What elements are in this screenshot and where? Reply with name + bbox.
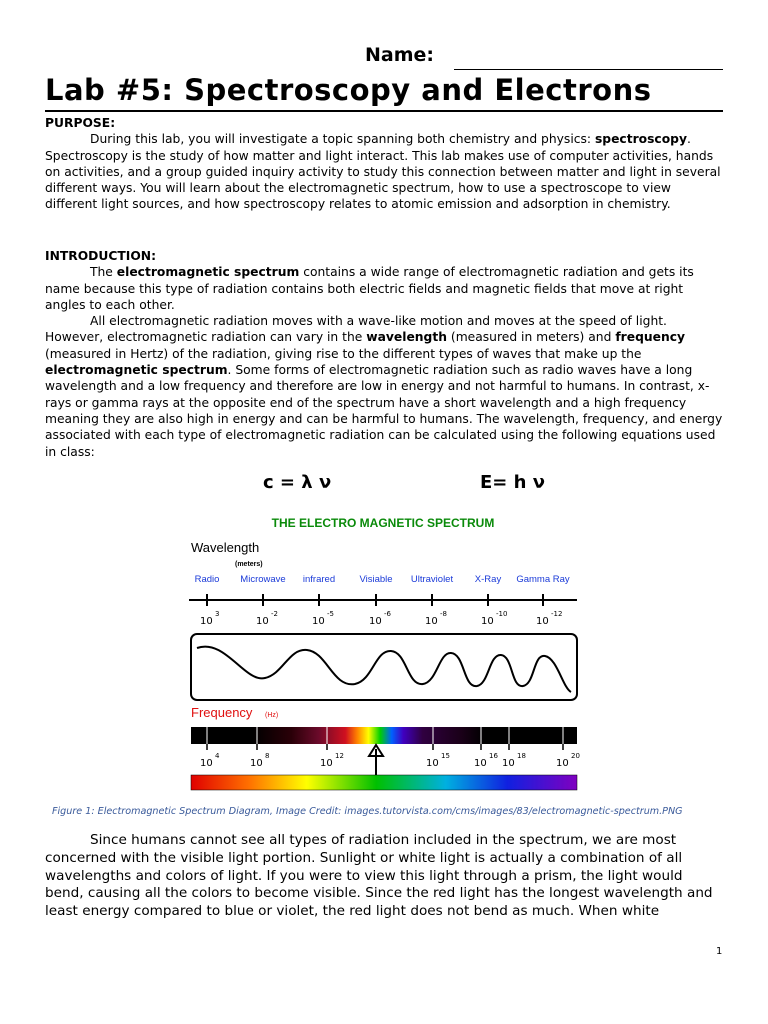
purpose-text-a: During this lab, you will investigate a topic spanning both chemistry and physics: <box>90 132 595 147</box>
introduction-heading: INTRODUCTION: <box>45 249 157 263</box>
intro-p2-bold-frequency: frequency <box>615 330 686 345</box>
purpose-heading: PURPOSE: <box>45 116 116 130</box>
region-label: X-Ray <box>474 574 502 585</box>
intro-p1-bold: electromagnetic spectrum <box>116 265 300 280</box>
frequency-tick-label: 10 <box>250 758 263 769</box>
frequency-tick-exponent: 16 <box>489 752 498 760</box>
intro-p2-text-c: (measured in Hertz) of the radiation, giving rise to the different types of waves that make up the <box>45 346 642 361</box>
frequency-tick-exponent: 18 <box>517 752 526 760</box>
region-label: Gamma Ray <box>516 574 570 585</box>
name-blank-line[interactable] <box>454 69 723 70</box>
frequency-tick-label: 10 <box>320 758 333 769</box>
wavelength-tick-label: 10 <box>536 616 549 627</box>
purpose-text-b: . Spectroscopy is the study of how matter and light interact. This lab makes use of computer activities, hands on activities, and a group guided inquiry activity to study this connection between matter and light in several different ways. You will learn about the electromagnetic spectrum, how to use a spectroscope to view different light sources, and how spectroscopy relates to atomic emission and adsorption in chemistry. <box>45 132 721 212</box>
frequency-unit: (Hz) <box>265 712 279 719</box>
frequency-tick-label: 10 <box>474 758 487 769</box>
purpose-bold-term: spectroscopy <box>594 132 687 147</box>
wavelength-tick-label: 10 <box>481 616 494 627</box>
wavelength-label: Wavelength <box>191 540 260 555</box>
region-label: Ultraviolet <box>410 574 454 585</box>
wavelength-tick-exponent: -2 <box>271 610 278 618</box>
wavelength-tick-label: 10 <box>369 616 382 627</box>
wavelength-unit: (meters) <box>235 561 263 568</box>
equation-speed-of-light: c = λ ν <box>263 472 332 493</box>
wavelength-tick-label: 10 <box>425 616 438 627</box>
purpose-paragraph <box>45 131 723 212</box>
frequency-tick-exponent: 4 <box>215 752 220 760</box>
intro-p2-text-a: All electromagnetic radiation moves with a wave-like motion and moves at the speed of light. However, electromagnetic radiation can vary in the <box>45 314 667 345</box>
lower-paragraph: Since humans cannot see all types of radiation included in the spectrum, we are most concerned with the visible light portion. Sunlight or white light is actually a combination of all wavelengths and colors of light. If you were to view this light through a prism, the light would bend, causing all the colors to become visible. Since the red light has the longest wavelength and least energy compared to blue or violet, the red light does not bend as much. When white <box>45 832 713 920</box>
frequency-gradient-bar <box>191 727 577 744</box>
wavelength-ticks <box>200 594 562 627</box>
region-label: infrared <box>302 574 336 585</box>
wavelength-tick-label: 10 <box>200 616 213 627</box>
figure-title: THE ELECTRO MAGNETIC SPECTRUM <box>271 516 495 530</box>
frequency-tick-label: 10 <box>426 758 439 769</box>
page-title: Lab #5: Spectroscopy and Electrons <box>45 72 723 112</box>
wavelength-tick-exponent: -6 <box>384 610 391 618</box>
wave-box <box>191 634 577 700</box>
equation-energy: E= h ν <box>480 472 545 493</box>
intro-p2-bold-wavelength: wavelength <box>366 330 447 345</box>
region-labels <box>195 574 570 585</box>
intro-p1-text-b: contains a wide range of electromagnetic radiation and gets its name because this type of radiation contains both electric fields and magnetic fields that move at right angles to each other. <box>45 265 694 312</box>
figure-caption: Figure 1: Electromagnetic Spectrum Diagram, Image Credit: images.tutorvista.com/cms/images/83/electromagnetic-spectrum.PNG <box>52 806 683 817</box>
em-spectrum-svg <box>185 508 583 796</box>
wavelength-tick-label: 10 <box>256 616 269 627</box>
frequency-tick-label: 10 <box>556 758 569 769</box>
intro-p2-bold-spectrum: electromagnetic spectrum <box>45 363 228 378</box>
intro-p2-text-b: (measured in meters) and <box>446 330 616 345</box>
region-label: Microwave <box>240 574 286 585</box>
purpose-section <box>45 115 723 213</box>
frequency-tick-exponent: 15 <box>441 752 450 760</box>
intro-p2-text-d: . Some forms of electromagnetic radiation such as radio waves have a long wavelength and a low frequency and therefore are low in energy and not harmful to humans. In contrast, x-rays or gamma rays at the opposite end of the spectrum have a short wavelength and a high frequency meaning they are also high in energy and can be harmful to humans. The wavelength, frequency, and energy associated with each type of electromagnetic radiation can be calculated using the following equations used in class: <box>45 363 723 459</box>
frequency-tick-label: 10 <box>200 758 213 769</box>
intro-paragraph-2 <box>45 313 723 460</box>
name-field-row <box>320 44 723 72</box>
em-spectrum-figure <box>185 508 583 796</box>
region-label: Visiable <box>359 574 393 585</box>
wavelength-tick-exponent: -8 <box>440 610 447 618</box>
introduction-section <box>45 248 723 460</box>
frequency-label: Frequency <box>191 705 253 720</box>
wavelength-tick-label: 10 <box>312 616 325 627</box>
intro-paragraph-1 <box>45 264 723 313</box>
region-label: Radio <box>194 574 220 585</box>
intro-p1-text-a: The <box>90 265 117 280</box>
name-label: Name: <box>365 44 435 66</box>
rainbow-bar <box>191 775 577 790</box>
frequency-tick-exponent: 8 <box>265 752 270 760</box>
wavelength-tick-exponent: -10 <box>496 610 508 618</box>
frequency-tick-label: 10 <box>502 758 515 769</box>
wavelength-tick-exponent: -5 <box>327 610 334 618</box>
wavelength-tick-exponent: -12 <box>551 610 563 618</box>
page-number: 1 <box>716 946 723 957</box>
wavelength-tick-exponent: 3 <box>215 610 220 618</box>
frequency-tick-exponent: 20 <box>571 752 580 760</box>
frequency-tick-exponent: 12 <box>335 752 344 760</box>
